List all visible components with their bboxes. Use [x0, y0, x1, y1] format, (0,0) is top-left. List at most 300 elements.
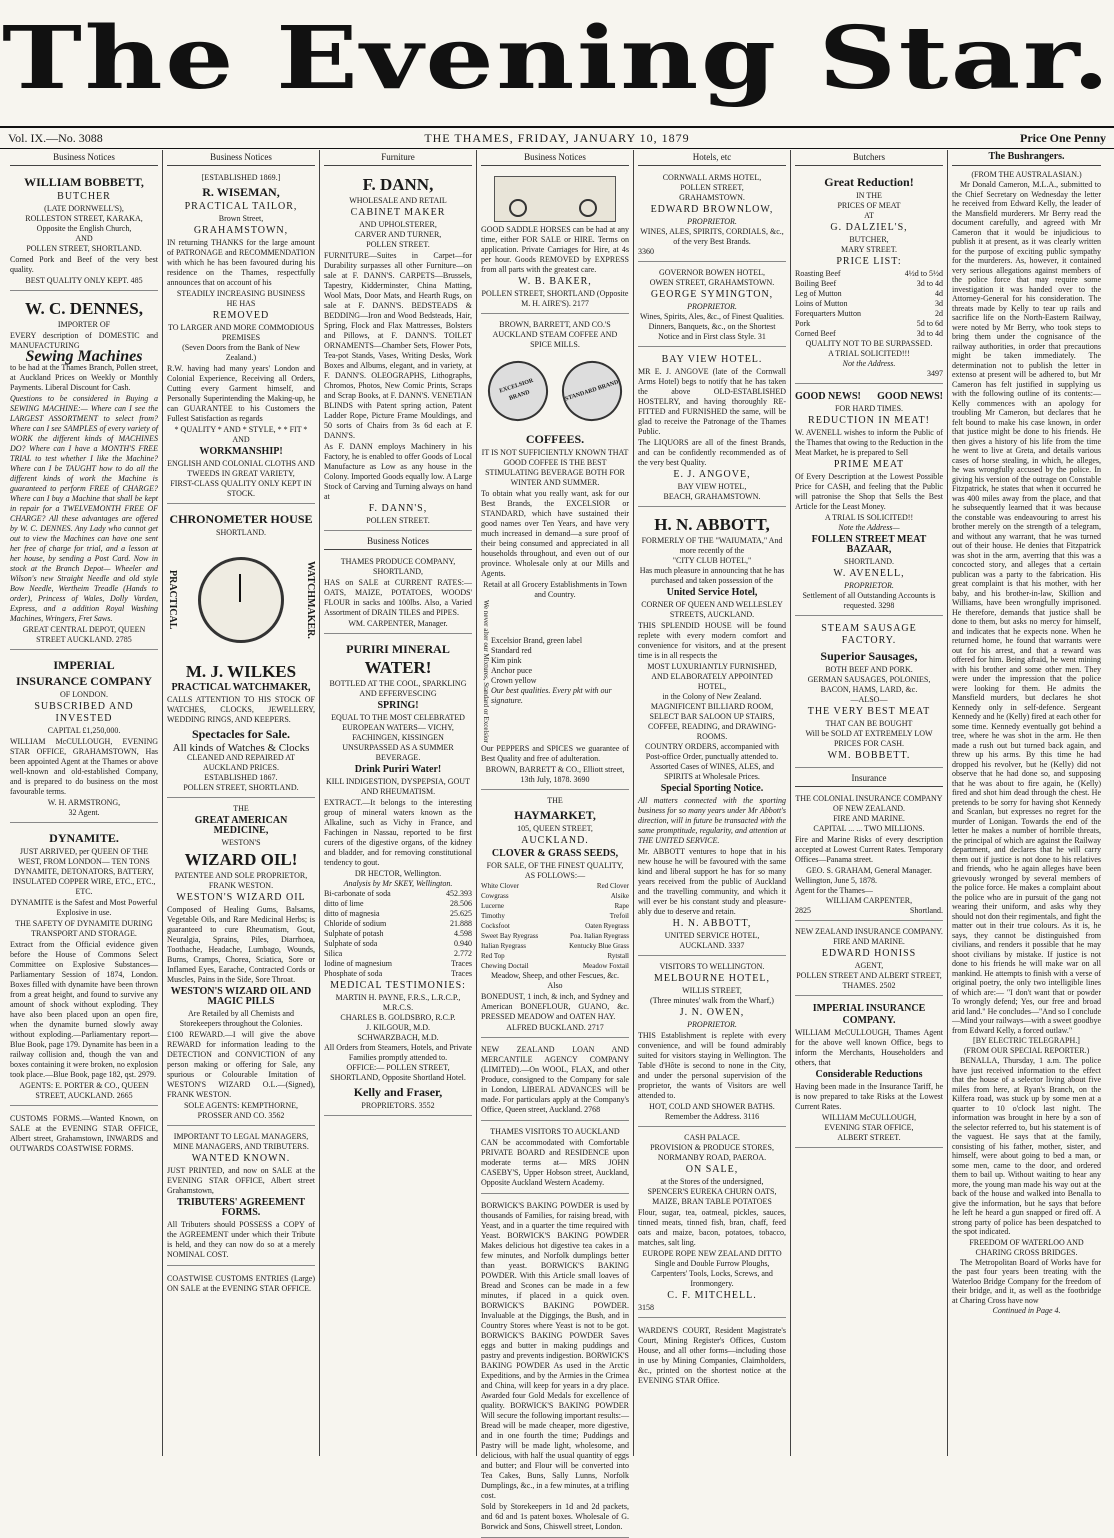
ad-line: BEST QUALITY ONLY KEPT. 485 [25, 276, 143, 285]
ad-line: C. F. MITCHELL. [667, 1290, 757, 1301]
price-value: 2d [935, 309, 943, 318]
advert-united-service [638, 510, 786, 956]
seed-row [481, 921, 629, 931]
ad-line: POLLEN STREET, SHORTLAND. [183, 783, 299, 792]
ad-line: ALFRED BUCKLAND. 2717 [506, 1022, 604, 1032]
ad-line: Drink Puriri Water! [354, 764, 442, 775]
price-item: Roasting Beef [795, 269, 841, 278]
ad-line: AGENTS: E. PORTER & CO., QUEEN STREET, AUCKLAND. 2665 [19, 1081, 149, 1100]
ad-line: WHOLESALE AND RETAIL [349, 196, 447, 205]
ad-line: United Service Hotel, [666, 587, 758, 598]
ad-body: £100 REWARD.—I will give the above REWARD for information leading to the DETECTION and CONVICTION of any person making or offering for Sale, any spurious or Colourable Imitation of WESTON'S WIZARD O.L.—(Signed), FRANK WESTON. [167, 1030, 315, 1099]
ad-title: PURIRI MINERAL [346, 642, 450, 656]
ad-line: THE SAFETY OF DYNAMITE DURING TRANSPORT AND STORAGE. [15, 919, 153, 938]
ad-line: AUCKLAND. 3337 [679, 941, 745, 950]
ad-body: To obtain what you really want, ask for our Best Brands, the EXCELSIOR or STANDARD, which have sustained their good names over Ten Years, and have very much increased in demand—a sure proof of their being consumed and appreciated in all households throughout, and even out of our province. Wholesale only at our Mills and Agents. [481, 489, 629, 578]
ad-line: CLEANED AND REPAIRED AT AUCKLAND PRICES. [187, 753, 295, 772]
price-list [795, 269, 943, 339]
price-item: Leg of Mutton [795, 289, 842, 298]
price-value: 3d [935, 299, 943, 308]
ad-body: DYNAMITE is the Safest and Most Powerful Explosive in use. [10, 898, 158, 917]
ad-body: Our PEPPERS and SPICES we guarantee of Best Quality and free of adulteration. [481, 743, 629, 763]
ad-line: FOLLEN STREET MEAT BAZAAR, [811, 534, 927, 555]
article-body [952, 180, 1101, 1035]
price-row [795, 269, 943, 279]
ad-line: POLLEN STREET, SHORTLAND (Opposite M. H. AIRE'S). 2177 [481, 289, 629, 308]
ad-line: FIRE AND MARINE. [833, 937, 905, 946]
page-columns [6, 150, 1108, 1531]
analysis-item: Bi-carbonate of soda [324, 889, 391, 898]
ad-line: [ESTABLISHED 1869.] [201, 173, 281, 182]
ad-line: GOOD NEWS! [795, 391, 861, 402]
ad-line: CAPITAL ... ... TWO MILLIONS. [813, 824, 925, 833]
ad-line: KILL INDIGESTION, DYSPEPSIA, GOUT AND RHEUMATISM. [326, 777, 470, 796]
seed-item: Trefoil [609, 911, 629, 920]
ad-title: Superior Sausages, [820, 649, 918, 663]
agent-row [795, 906, 943, 916]
ad-body: MR E. J. ANGOVE (late of the Cornwall Arms Hotel) begs to notify that he has taken the above OLD-ESTABLISHED HOSTELRY, and having thoroughly RE-FITTED and FURNISHED the same, will be glad to receive the Patronage of the Thames Public. [638, 367, 786, 436]
brand-illustration [481, 353, 629, 429]
watch-icon [198, 557, 284, 643]
ad-line: BROWN, BARRETT, AND CO.'S AUCKLAND STEAM COFFEE AND SPICE MILLS. [492, 320, 618, 349]
ad-line: PROVISION & PRODUCE STORES, [650, 1143, 774, 1152]
ad-line: Wines, Spirits, Ales, &c., of Finest Qualities. [639, 312, 785, 321]
carriage-icon [494, 176, 616, 222]
ad-body: Corned Pork and Beef of the very best quality. [10, 255, 158, 274]
ad-line: W. AVENELL, [833, 568, 905, 579]
column-header: Butchers [795, 150, 943, 166]
ad-line: QUALITY NOT TO BE SURPASSED. [805, 339, 933, 348]
advert-borwick [481, 1197, 629, 1538]
ad-line: Opposite the English Church, [36, 224, 132, 233]
ad-title: INSURANCE COMPANY [15, 674, 153, 688]
price-value: 3d to 4d [916, 279, 943, 288]
ad-line: PROPRIETORS. 3552 [361, 1101, 435, 1110]
ad-line: PATENTEE AND SOLE PROPRIETOR, FRANK WESTON. [174, 871, 308, 890]
column-header: Hotels, etc [638, 150, 786, 166]
ad-line: 3360 [638, 247, 654, 256]
ad-line: Assorted Cases of WINES, ALES, and SPIRITS at Wholesale Prices. [649, 762, 775, 781]
ad-line: THAT CAN BE BOUGHT [825, 719, 913, 728]
ad-line: —ALSO— [850, 695, 888, 704]
analysis-item: Phosphate of soda [324, 969, 383, 978]
seed-item: Lucerne [481, 901, 504, 910]
ad-line: IT IS NOT SUFFICIENTLY KNOWN THAT GOOD COFFEE IS THE BEST STIMULATING BEVERAGE BOTH FOR WINTER AND SUMMER. [481, 448, 629, 487]
ad-body: EXTRACT.—It belongs to the interesting group of mineral waters known as the Alkaline, such as Vichy in France, and Fachingen in Nassau, reported to be first curers of the digestive organs, of the kidney and bladder, and for removing constitutional tendency to gout. [324, 798, 472, 867]
ad-line: GOOD NEWS! [877, 391, 943, 402]
ad-line: FIRST-CLASS QUALITY ONLY KEPT IN STOCK. [170, 479, 312, 498]
ad-line: PRICE LIST: [836, 256, 902, 267]
ad-line: 32 Agent. [68, 808, 100, 817]
column-3 [320, 150, 477, 1456]
ad-body: WILLIAM McCULLOUGH, EVENING STAR OFFICE, GRAHAMSTOWN, Has been appointed Agent at the Thames or above well-known and old-established Company, and is prepared to do business on the most favourable terms. [10, 737, 158, 796]
ad-title: H. N. ABBOTT, [654, 515, 770, 534]
ad-line: G. DALZIEL'S, [830, 222, 908, 233]
ad-line: A TRIAL IS SOLICITED!! [824, 513, 914, 522]
ad-line: POLLEN STREET. [366, 240, 430, 249]
ad-title: CHRONOMETER HOUSE [169, 512, 313, 526]
seed-item: Red Clover [596, 881, 629, 890]
ad-line: COUNTRY ORDERS, accompanied with Post-office Order, punctually attended to. [645, 742, 779, 761]
seed-row [481, 941, 629, 951]
ad-title: BAY VIEW HOTEL. [661, 354, 763, 365]
ad-line: SUBSCRIBED AND INVESTED [34, 701, 134, 724]
article-source: (FROM THE AUSTRALASIAN.) [971, 170, 1082, 179]
ad-line: UNITED SERVICE HOTEL, [664, 931, 760, 940]
ad-line: GRAHAMSTOWN. [679, 193, 745, 202]
ad-line: GEO. S. GRAHAM, General Manager. [806, 866, 932, 875]
advert-produce-company [324, 554, 472, 634]
ad-body: BONEDUST, 1 inch, & inch, and Sydney and American BONEFLOUR, GUANO, &c. PRESSED MEADOW and OATEN HAY. [481, 991, 629, 1021]
ad-line: WM. BOBBETT. [827, 750, 911, 761]
analysis-value: 21.888 [450, 919, 472, 928]
ad-heading: Sewing Machines [25, 348, 143, 365]
analysis-row [324, 939, 472, 949]
ad-title: Spectacles for Sale. [191, 727, 291, 741]
ad-line: EUROPE ROPE NEW ZEALAND DITTO [642, 1249, 782, 1258]
advert-brown-barrett [481, 317, 629, 790]
ad-line: PRICES FOR CASH. [833, 739, 905, 748]
ad-line: THE COLONIAL INSURANCE COMPANY OF NEW ZEALAND. [795, 794, 943, 813]
ad-line: 2825 [795, 906, 811, 915]
ad-line: VISITORS TO WELLINGTON. [659, 962, 765, 971]
ad-line: SPENCER'S EUREKA CHURN OATS, MAIZE, BRAN TABLE POTATOES [647, 1187, 777, 1206]
ad-body: Extract from the Official evidence given before the House of Commons Select Committee on Explosive Substances—Parliamentary Session of 1874, London. Boxes filled with dynamite have been thrown from a great height, and found to survive any amount of shock without exploding. They have also been placed upon an open fire, when the dynamite burned slowly away without exploding.—Parliamentary report—Blue Book, page 179. Dynamite has been in a railway collision and, though the van and boxes containing it were broken, no explosion took place.—Blue Book, page 182, qst. 2979. [10, 940, 158, 1079]
price-item: Corned Beef [795, 329, 836, 338]
ad-line: Meadow, Sheep, and other Fescues, &c. [490, 970, 620, 980]
column-header: Business Notices [10, 150, 158, 166]
analysis-value: 28.506 [450, 899, 472, 908]
ad-line: UNSURPASSED AS A SUMMER BEVERAGE. [342, 743, 454, 762]
brand-box [481, 600, 629, 743]
continued-note: Continued in Page 4. [992, 1306, 1061, 1315]
ad-line: WINES, ALES, SPIRITS, CORDIALS, &c., of the very Best Brands. [640, 227, 784, 246]
seed-item: Kentucky Blue Grass [569, 941, 629, 950]
ad-line: MELBOURNE HOTEL, [654, 973, 770, 984]
brand-item: Kim pink [491, 656, 522, 666]
ad-title: STEAM SAUSAGE FACTORY. [821, 623, 917, 646]
brand-list [491, 636, 629, 706]
ad-line: SPRING! [377, 700, 419, 711]
ad-line: CAPITAL £1,250,000. [47, 726, 121, 735]
ad-line: NEW ZEALAND INSURANCE COMPANY. [795, 927, 943, 936]
column-5 [634, 150, 791, 1456]
ad-line: HE HAS [226, 299, 256, 308]
ad-line: WILLIS STREET, [682, 986, 742, 995]
ad-line: All kinds of Watches & Clocks [172, 742, 310, 754]
ad-line: STEADILY INCREASING BUSINESS [176, 289, 306, 298]
ad-line: PROPRIETOR. [687, 1020, 737, 1029]
seed-item: Red Top [481, 951, 505, 960]
advert-wiseman [167, 170, 315, 504]
ad-line: FOR SALE, OF THE FINEST QUALITY, [486, 860, 624, 870]
seed-item: White Clover [481, 881, 519, 890]
ad-line: AS FOLLOWS:— [524, 870, 586, 880]
issue-date: THE THAMES, FRIDAY, JANUARY 10, 1879 [424, 131, 690, 145]
ad-line: SHORTLAND. [216, 528, 266, 537]
ad-line: WM. CARPENTER, Manager. [348, 619, 448, 628]
ad-title: HAYMARKET, [514, 807, 596, 822]
ad-line: WORKMANSHIP! [199, 446, 283, 457]
ad-line: CHARLES B. GOLDSBRO, R.C.P. [340, 1013, 456, 1022]
ad-line: GREAT CENTRAL DEPOT, QUEEN STREET AUCKLAND. 2785 [22, 625, 146, 644]
ad-title: COFFEES. [525, 432, 585, 446]
ad-line: OFFICE:— POLLEN STREET, SHORTLAND, Opposite Shortland Hotel. [330, 1063, 466, 1082]
brand-item: Excelsior Brand, green label [491, 636, 583, 646]
ad-line: THE VERY BEST MEAT [807, 706, 931, 717]
ad-line: GERMAN SAUSAGES, POLONIES, [807, 675, 931, 684]
ad-line: DR HECTOR, Wellington. [354, 869, 442, 878]
ad-line: ESTABLISHED 1867. [204, 773, 278, 782]
advert-sausage-factory [795, 619, 943, 768]
ad-body: GOOD SADDLE HORSES can be had at any time, either FOR SALE or HIRE. Terms on application. Private Carriages for Hire, at 4s per hour. Goods REMOVED by EXPRESS from all parts with the greatest care. [481, 225, 629, 274]
ad-title: WIZARD OIL! [184, 850, 298, 869]
ad-line: PRIME MEAT [833, 459, 905, 470]
price-value: 4½d to 5½d [904, 269, 943, 278]
ad-line: Will be SOLD AT EXTREMELY LOW [805, 729, 933, 738]
analysis-row [324, 949, 472, 959]
ad-body: THIS SPLENDID HOUSE will be found replete with every modern comfort and convenience for visitors, and at the present time is in all respects the [638, 621, 786, 660]
ad-line: GOVERNOR BOWEN HOTEL, [659, 268, 765, 277]
price-item: Pork [795, 319, 811, 328]
waterloo-body [952, 1258, 1101, 1306]
ad-line: POLLEN STREET. [366, 516, 430, 525]
analysis-item: Sulphate of potash [324, 929, 384, 938]
advert-nz-insurance [795, 924, 943, 996]
advert-dennes [10, 294, 158, 650]
ad-body: FURNITURE—Suites in Carpet—for Durability surpasses all other Furniture—on sale at F. DANN'S. CARPETS—Brussels, Tapestry, Kidderminster, China Matting, Wool Mats, Door Mats, and Hearth Rugs, on sale at F. DANN'S. BEDSTEADS & BEDDING—Iron and Wood Bedsteads, Hair, Spring, Flock and Flax Mattresses, Bolsters and Pillows, at F. DANN'S. TOILET ORNAMENTS—Chamber Sets, Flower Pots, Tea-pot Stands, Vases, Writing Desks, Work Boxes and Albums, elegant, and in variety, at F. DANN'S. OLEOGRAPHS, Lithographs, Chromos, Photos, New Comic Prints, Scraps and Scrap Books, at F. DANN'S. VENETIAN BLINDS with Patent spring action, Patent Ladder Rope, Picture Frame Mouldings, and 50 sorts of Chairs from 3s 6d each at F. DANN'S. [324, 251, 472, 440]
ad-line: SELECT BAR SALOON UP STAIRS, [649, 712, 775, 721]
seed-item: Rape [614, 901, 629, 910]
seed-list [481, 881, 629, 971]
ad-line: CABINET MAKER [350, 207, 446, 218]
advert-imperial-insurance [795, 999, 943, 1148]
ad-line: Agent for the Thames— [795, 886, 873, 895]
ad-body: Composed of Healing Gums, Balsams, Vegetable Oils, and Rare Medicinal Herbs; is guaranteed to cure Rheumatism, Gout, Neuralgia, Sprains, Piles, Diarrhoea, Toothache, Headache, Lumbago, Wounds, Burns, Cramps, Chorea, Sciatica, Sore or Inflamed Eyes, Earache, Contracted Cords or Muscles, Pains in the Side, Sore Throat. [167, 905, 315, 984]
ad-body: BORWICK'S BAKING POWDER is used by thousands of Families, for raising bread, with Yeast, and in a quarter the time required with Yeast. BORWICK'S BAKING POWDER Makes delicious hot digestive tea cakes in a few minutes, and Norfolk dumplings better than yeast. BORWICK'S BAKING POWDER. With this Article small loaves of Bread and Scones can be made in a few minutes, if placed in a quick oven. BORWICK'S BAKING POWDER. Invaluable at the Diggings, the Bush, and in Country Stores where Yeast is not to be got. BORWICK'S BAKING POWDER Saves eggs and butter in making puddings and pastry and prevents indigestion. BORWICK'S BAKING POWDER As used in the Arctic Expeditions, and by the Armies in the Crimea and China, will keep for years in a dry place. Awarded four Gold Medals for excellence of quality. BORWICK'S BAKING POWDER Will secure the following important results:—Bread will be made cheaper, more digestive, and in one fourth the time; Puddings and Pastry will be made light, wholesome, and delicious, with half the usual quantity of eggs and butter; and Flour will be converted into Tea Cakes, Buns, Sally Lunns, Norfolk Dumplings, &c., in a few minutes, at a trifling cost. [481, 1200, 629, 1500]
ad-title: R. WISEMAN, [202, 185, 280, 199]
ad-line: AND ELABORATELY APPOINTED HOTEL, [651, 672, 773, 691]
ad-title: W. C. DENNES, [25, 299, 143, 318]
analysis-item: ditto of magnesia [324, 909, 380, 918]
ad-line: MAGNIFICENT BILLIARD ROOM, [650, 702, 774, 711]
ad-body: W. AVENELL wishes to inform the Public of the Thames that owing to the Reduction in the Meat Market, he is prepared to Sell [795, 428, 943, 457]
ad-line: FORMERLY OF THE "WAIUMATA," And more recently of the [641, 536, 783, 555]
ad-line: BUTCHER, [849, 235, 889, 244]
advert-cornwall-arms [638, 170, 786, 262]
seed-row [481, 901, 629, 911]
ad-line: Single and Double Furrow Ploughs, Carpenters' Tools, Locks, Screws, and Ironmongery. [651, 1259, 773, 1288]
ad-line: at the Stores of the undersigned, [660, 1177, 764, 1186]
ad-line: NORMANBY ROAD, PAEROA. [657, 1153, 767, 1162]
telegraph-body [952, 1056, 1101, 1237]
ad-line: CLOVER & GRASS SEEDS, [491, 847, 619, 859]
price-row [795, 299, 943, 309]
ad-line: EDWARD BROWNLOW, [650, 204, 774, 215]
ad-body: Questions to be considered in Buying a SEWING MACHINE:— Where can I see the LARGEST ASSORTMENT to select from? Where can I see SAMPLES of every variety of WORK the different kinds of MACHINES DO? Where can I have a MONTH'S FREE TRIAL to test whether I like the Machine? Where can I be TAUGHT how to do all the different kinds of work the Machine is guaranteed to perform FREE of CHARGE? Where can I buy a Machine that shall be kept in repair for a TWELVEMONTH FREE OF CHARGE? All these advantages are offered by W. C. DENNES. Any Lady who cannot get out to view the Machines can have one sent her free of charge for trial, and a lesson at her house, by sending a Post Card. Now in stock at the Branch Depot— Wheeler and Wilson's new Straight Needle and old style Bow Needle, Wertheim Treadle (Hands to order), Princess of Wales, Dolly Varden, Express, and a addition Royal Washing Machines, Wringers, Fret Saws. [10, 394, 158, 623]
seed-row [481, 951, 629, 961]
analysis-value: 452.393 [446, 889, 472, 898]
column-subheader: Insurance [795, 771, 943, 787]
ad-line: (Seven Doors from the Bank of New Zealand.) [182, 343, 300, 362]
ad-line: BOTH BEEF AND PORK. [825, 665, 913, 674]
ad-line: Also [547, 980, 563, 990]
article-paragraph: Mr Donald Cameron, M.L.A., submitted to the Chief Secretary on Wednesday the letter he received from Edward Kelly, the leader of the Mansfield murderers. Mr Berry read the document carefully, and agreed with Mr Cameron that it would be injudicious to publish it at present, as it was clearly written for the purpose of exciting public sympathy for the murderers. As, however, it contained very serious allegations against members of the police force that may require some investigation it was handed over to the Attorney-General for his consideration. The threats made by Kelly to tear up rails and sacrifice life on the North-Eastern Railway, were noted by Mr Berry, who took steps to bring them under the cognisance of the railway authorities, in order that precautions might be taken immediately. The determination not to publish the letter in extenso at present will be adhered to, but Mr Cameron has felt justified in supplying us with the following outline of its contents:— Kelly commences with an apology for troubling Mr Cameron, but declares that he felt bound to make his case known, in order that justice might be done to his friends. He then gives a history of his life from the time he went to live at Greta, and details various cases of horse stealing, in which, he alleges, he was wrongfully accused by the police. In giving his version of the outrage on Constable Fitzpatrick, he states that when it occurred he was 400 miles away from the place, and that he subsequently learned that it was because the constable was endeavouring to arrest his brother merely on the strength of a telegram, and without any warrant, that he was turned out of their house. He denies that Fitzpatrick was shot in the arm, averring that this was a concocted story, and alleges that a certain publican was a party to the fabrication. His great complaint is that his mother, with her baby, and his brother-in-law, Skillion and Williams, have been wrongfully imprisoned. He therefore, demands that justice shall be done to them, but asks no mercy for himself, and indicates that he expects none. When he returned home, he found that warrants were out for his arrest, and that a reward was offered for him. Being afraid, he went mining with his brother and some other men. They were under the impression that the police were looking for them. He admits the Mansfield murders, but declares he shot Kennedy only in self-defence. Sergeant Kennedy and he (Kelly) fired at each other for some time. Kennedy eventually got behind a tree, where he was shot in the arm. He then made a rush out but turned back again, and threw up his arms. By this time he had dropped his revolver, but he (Kelly) did not observe that he had done so, and supposing that he was about to fire again, he (Kelly) fired and shot him dead through the chest. He pretends to be sorry for having shot Kennedy and Scanlan, but expresses no regret for the murder of Lonigan. Towards the end of the letter he makes a number of horrible threats, the principal of which are against the Railway department, and declares that he will carry them out if justice is not done to his relatives and friends, who he again alleges have been grievously wronged by several members of the police force. He makes a complaint about the police who are in pursuit of the gang not wearing their uniform, and asks why they should not don their regimentals, and fight the matter out in their true colours. As it is, he says, they cannot be distinguished from civilians, and renders it possible that he may shoot civilians by mistake. If justice is not done to his friends he will make war on all mankind. He attempts to finish with a verse of original poetry, the only two intelligible lines of which are:— "I don't want that or powder To wrongly defend; Yes, our free and broad arid land." He concludes—"And so I conclude—Mind your railways—with a sweet goodbye from Edward Kelly, a forced outlaw." [952, 180, 1101, 1035]
advert-puriri-water [324, 637, 472, 1116]
advert-chronometer [167, 507, 315, 798]
ad-title: IMPERIAL [53, 658, 115, 672]
ad-line: WILLIAM McCULLOUGH, [821, 1113, 917, 1122]
seed-item: Poa. Italian Ryegrass [569, 931, 629, 940]
price-item: Boiling Beef [795, 279, 837, 288]
advert-tributers [167, 1129, 315, 1266]
ad-line: OF LONDON. [60, 690, 108, 699]
seed-row [481, 911, 629, 921]
ad-line: SOLE AGENTS: KEMPTHORNE, PROSSER AND CO. 3562 [183, 1101, 298, 1120]
analysis-value: 2.772 [454, 949, 472, 958]
ad-line: PROPRIETOR. [687, 302, 737, 311]
ad-body: Having been made in the Insurance Tariff, he is now prepared to take Risks at the Lowest Current Rates. [795, 1082, 943, 1111]
ad-line: AUCKLAND. [521, 834, 589, 846]
ad-line: POLLEN STREET, [680, 183, 744, 192]
ad-line: WESTON'S [221, 838, 261, 847]
ad-line: FOR HARD TIMES. [834, 404, 904, 413]
ad-line: IMPORTER OF [57, 320, 111, 329]
price-item: Forequarters Mutton [795, 309, 861, 318]
ad-line: EDWARD HONISS [821, 948, 917, 959]
brand-item: Standard red [491, 646, 532, 656]
advert-nz-loan [481, 1041, 629, 1121]
analysis-item: Chloride of sodium [324, 919, 387, 928]
ad-line: PROPRIETOR. [844, 581, 894, 590]
ad-line: BUTCHER [57, 191, 111, 202]
ad-line: Wellington, June 5, 1878. [795, 876, 878, 885]
ad-line: MARY STREET. [840, 245, 897, 254]
ad-line: REMOVED [212, 310, 270, 321]
ad-title: WILLIAM BOBBETT, [24, 175, 144, 189]
ad-line: in the Colony of New Zealand. [662, 692, 762, 701]
ad-line: AT [864, 211, 874, 220]
ad-line: IMPORTANT TO LEGAL MANAGERS, MINE MANAGERS, AND TRIBUTERS. [173, 1132, 309, 1151]
ad-title: DYNAMITE. [49, 831, 119, 845]
ad-line: THE [547, 795, 563, 805]
ad-title: Great Reduction! [824, 175, 914, 189]
seed-row [481, 891, 629, 901]
ad-line: E. J. ANGOVE, [673, 469, 751, 480]
ad-line: WATCHMAKER. [305, 561, 316, 639]
analysis-item: Iodine of magnesium [324, 959, 392, 968]
advert-wizard-oil [167, 801, 315, 1126]
watch-illustration [167, 540, 315, 660]
ad-body: to be had at the Thames Branch, Pollen street, at Auckland Prices on Weekly or Monthly Payments. Liberal Discount for Cash. [10, 363, 158, 392]
waterloo-heading: FREEDOM OF WATERLOO AND CHARING CROSS BRIDGES. [969, 1237, 1084, 1257]
ad-title: REDUCTION IN MEAT! [808, 415, 930, 426]
advert-baker [481, 170, 629, 314]
ad-line: Dinners, Banquets, &c., on the Shortest Notice and in First class Style. 31 [648, 322, 776, 341]
seed-item: Cocksfoot [481, 921, 510, 930]
price-row [795, 319, 943, 329]
advert-customs-forms: CUSTOMS FORMS.—Wanted Known, on SALE at the EVENING STAR OFFICE, Albert street, Grahamstown, INWARDS and OUTWARDS COASTWISE FORMS. [10, 1114, 158, 1153]
advert-dann [324, 170, 472, 531]
seed-item: Rytstall [607, 951, 629, 960]
ad-line: (Three minutes' walk from the Wharf,) [650, 996, 774, 1005]
newspaper-title: The Evening Star. [1, 8, 1113, 109]
column-subheader: Business Notices [324, 534, 472, 550]
ad-line: ROLLESTON STREET, KARAKA, [25, 214, 143, 223]
price-row [795, 289, 943, 299]
ad-line: F. DANN'S, [368, 503, 428, 514]
analysis-value: 25.625 [450, 909, 472, 918]
ad-line: AND [75, 234, 93, 243]
ad-line: BACON, HAMS, LARD, &c. [820, 685, 918, 694]
brand-note: Our best qualities. Every pkt with our signature. [491, 686, 612, 706]
ad-body: Flour, sugar, tea, oatmeal, pickles, sauces, tinned meats, tinned fish, bran, chaff, feed oats and maize, bacon, potatoes, tobacco, matches, salt ling. [638, 1208, 786, 1247]
advert-haymarket [481, 793, 629, 1038]
ad-line: WESTON'S WIZARD OIL AND MAGIC PILLS [170, 986, 312, 1007]
ad-line: Settlement of all Outstanding Accounts is requested. 3298 [802, 591, 936, 610]
article-paragraph: BENALLA, Thursday, 1 a.m. The police have just received information to the effect that the house of a selector living about five miles from here, at Ryan's Branch, on the Kilfera road, was stuck up by some men at a quarter to 10 o'clock last night. The information was brought in here by a son of the selector referred to, but his statement is of the vaguest. He says that at the family, consisting of his father, mother, sister, and himself, were about going to bed a man, or some men, came to the door, and ordered them to bail up. Without waiting to hear any more, the young man made his way out at the back of the house and walked into Benalla to give the information, but he says that before he left he heard a gun snapped or fired off. A strong party of police has been despatched to the spot indicated. [952, 1056, 1101, 1236]
masthead [0, 0, 1114, 118]
ad-line: J. N. OWEN, [679, 1007, 745, 1018]
ad-line: BOTTLED AT THE COOL, SPARKLING AND EFFERVESCING [329, 679, 467, 698]
ad-title: M. J. WILKES [185, 662, 297, 681]
analysis-row [324, 969, 472, 979]
column-header: Furniture [324, 150, 472, 166]
price-value: 4d [935, 289, 943, 298]
seed-item: Oaten Ryegrass [585, 921, 629, 930]
ad-line: FIRE AND MARINE. [833, 814, 905, 823]
analysis-item: ditto of lime [324, 899, 364, 908]
brand-item: Anchor puce [491, 666, 533, 676]
ad-line: W. H. ARMSTRONG, [47, 798, 121, 807]
ad-line: Remember the Address. 3116 [664, 1112, 760, 1121]
ad-line: PROPRIETOR. [687, 217, 737, 226]
ad-body: Sold by Storekeepers in 1d and 2d packets, and 6d and 1s patent boxes. Wholesale of G. Borwick and Sons, Chiswell street, London. [481, 1501, 629, 1531]
advert-bay-view [638, 350, 786, 507]
seed-item: Meadow Foxtail [582, 961, 629, 970]
analysis-row [324, 929, 472, 939]
ad-line: All Orders from Steamers, Hotels, and Private Families promptly attended to. [324, 1043, 472, 1062]
advert-melbourne-hotel [638, 959, 786, 1127]
advert-colonial-insurance [795, 791, 943, 921]
ad-body: As F. DANN employs Machinery in his Factory, he is enabled to offer Goods of Local Manufacture as Low as any house in the Colony. Imported Goods equally low. A Large Stock of Carving and Turning always on hand at [324, 442, 472, 501]
ad-line: ON SALE, [685, 1164, 739, 1175]
seed-item: Chewing Doctail [481, 961, 529, 970]
ad-line: Analysis by Mr SKEY, Wellington. [343, 879, 453, 888]
ad-line: PRACTICAL WATCHMAKER, [171, 682, 311, 693]
ad-body: IN returning THANKS for the large amount of PATRONAGE and RECOMMENDATION with which he has been favoured during his residence on the Thames, respectfully announces that on account of his [167, 238, 315, 287]
ad-line: WESTON'S WIZARD OIL [176, 892, 306, 903]
ad-line: ENGLISH AND COLONIAL CLOTHS AND TWEEDS IN GREAT VARIETY, [167, 459, 315, 478]
article-title: The Bushrangers. [952, 150, 1101, 166]
standard-brand-icon: STANDARD BRAND [554, 353, 630, 429]
ad-title: F. DANN, [362, 175, 434, 194]
ad-body: All matters connected with the sporting business for so many years under Mr Abbott's direction, will in future be transacted with the same promptitude, regularity, and attention at THE UNITED SERVICE. [638, 796, 786, 845]
ad-line: WILLIAM CARPENTER, [825, 896, 913, 905]
analysis-value: 4.598 [454, 929, 472, 938]
ad-line: Retail at all Grocery Establishments in Town and Country. [483, 580, 627, 599]
ad-line: Note the Address— [838, 523, 900, 532]
ad-line: We never alter our Mixtures, Standard or Excelsior [482, 600, 490, 743]
seed-row [481, 931, 629, 941]
dateline [0, 126, 1114, 149]
column-4 [477, 150, 634, 1531]
ad-line: BAY VIEW HOTEL, [677, 482, 747, 491]
ad-body: CALLS ATTENTION TO HIS STOCK OF WATCHES, CLOCKS, JEWELLERY, WEDDING RINGS, AND KEEPERS. [167, 695, 315, 724]
ad-line: EVENING STAR OFFICE, [824, 1123, 914, 1132]
ad-line: "CITY CLUB HOTEL," [672, 556, 752, 565]
issue-price: Price One Penny [1020, 131, 1106, 145]
